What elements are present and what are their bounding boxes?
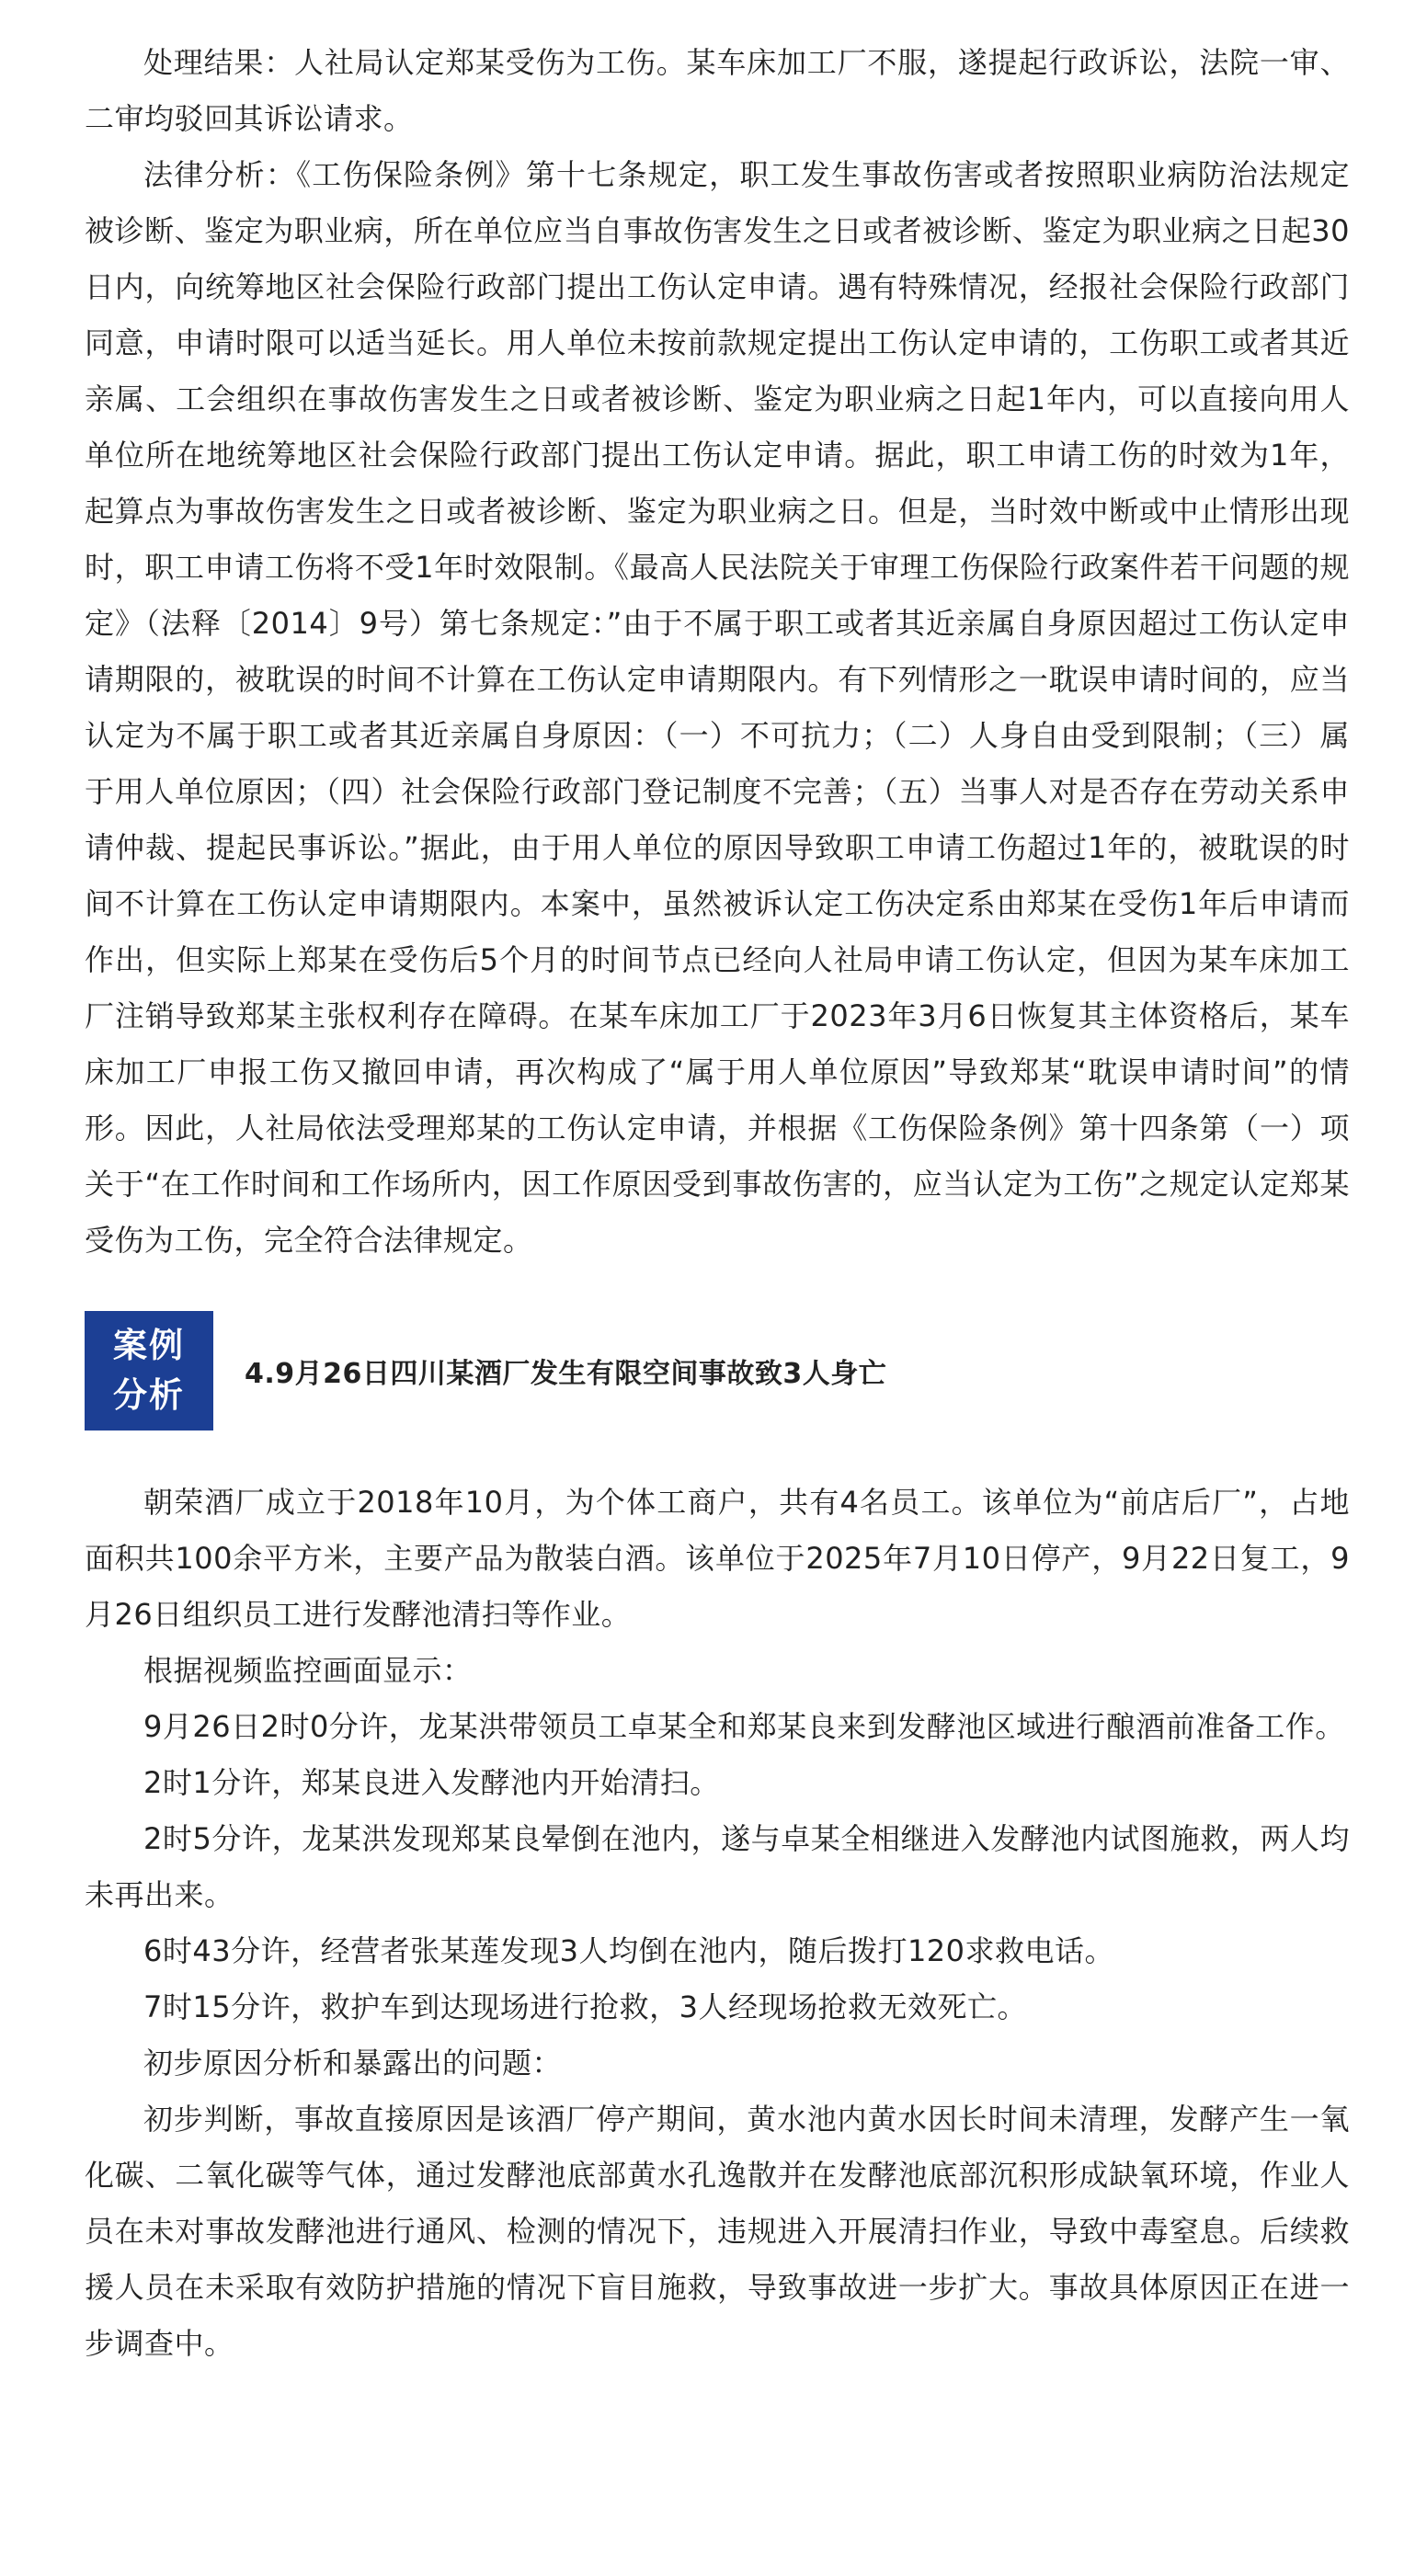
timeline-paragraph: 2时5分许，龙某洪发现郑某良晕倒在池内，遂与卓某全相继进入发酵池内试图施救，两人均未再出来。 (85, 1821, 1350, 1912)
cause-heading-paragraph: 初步原因分析和暴露出的问题： (143, 2046, 563, 2080)
case-section-header (85, 1311, 1350, 1430)
timeline-paragraph: 2时1分许，郑某良进入发酵池内开始清扫。 (143, 1765, 720, 1800)
badge-line-2: 分析 (113, 1375, 185, 1415)
video-monitor-paragraph: 根据视频监控画面显示： (143, 1653, 473, 1688)
result-paragraph: 处理结果：人社局认定郑某受伤为工伤。某车床加工厂不服，遂提起行政诉讼，法院一审、二审均驳回其诉讼请求。 (85, 45, 1350, 136)
timeline-paragraph: 7时15分许，救护车到达现场进行抢救，3人经现场抢救无效死亡。 (143, 1989, 1027, 2024)
section-title: 4.9月26日四川某酒厂发生有限空间事故致3人身亡 (245, 1358, 887, 1390)
case-analysis-badge (85, 1311, 213, 1430)
cause-analysis-paragraph: 初步判断，事故直接原因是该酒厂停产期间，黄水池内黄水因长时间未清理，发酵产生一氧化碳、二氧化碳等气体，通过发酵池底部黄水孔逸散并在发酵池底部沉积形成缺氧环境，作业人员在未对事故发酵池进行通风、检测的情况下，违规进入开展清扫作业，导致中毒窒息。后续救援人员在未采取有效防护措施的情况下盲目施救，导致事故进一步扩大。事故具体原因正在进一步调查中。 (85, 2102, 1350, 2361)
case-intro-paragraph: 朝荣酒厂成立于2018年10月，为个体工商户，共有4名员工。该单位为“前店后厂”，占地面积共100余平方米，主要产品为散装白酒。该单位于2025年7月10日停产，9月22日复工，9月26日组织员工进行发酵池清扫等作业。 (85, 1485, 1350, 1632)
legal-analysis-paragraph: 法律分析：《工伤保险条例》第十七条规定，职工发生事故伤害或者按照职业病防治法规定被诊断、鉴定为职业病，所在单位应当自事故伤害发生之日或者被诊断、鉴定为职业病之日起30日内，向统筹地区社会保险行政部门提出工伤认定申请。遇有特殊情况，经报社会保险行政部门同意，申请时限可以适当延长。用人单位未按前款规定提出工伤认定申请的，工伤职工或者其近亲属、工会组织在事故伤害发生之日或者被诊断、鉴定为职业病之日起1年内，可以直接向用人单位所在地统筹地区社会保险行政部门提出工伤认定申请。据此，职工申请工伤的时效为1年，起算点为事故伤害发生之日或者被诊断、鉴定为职业病之日。但是，当时效中断或中止情形出现时，职工申请工伤将不受1年时效限制。《最高人民法院关于审理工伤保险行政案件若干问题的规定》（法释〔2014〕9号）第七条规定：”由于不属于职工或者其近亲属自身原因超过工伤认定申请期限的，被耽误的时间不计算在工伤认定申请期限内。有下列情形之一耽误申请时间的，应当认定为不属于职工或者其近亲属自身原因：（一）不可抗力；（二）人身自由受到限制；（三）属于用人单位原因；（四）社会保险行政部门登记制度不完善；（五）当事人对是否存在劳动关系申请仲裁、提起民事诉讼。”据此，由于用人单位的原因导致职工申请工伤超过1年的，被耽误的时间不计算在工伤认定申请期限内。本案中，虽然被诉认定工伤决定系由郑某在受伤1年后申请而作出，但实际上郑某在受伤后5个月的时间节点已经向人社局申请工伤认定，但因为某车床加工厂注销导致郑某主张权利存在障碍。在某车床加工厂于2023年3月6日恢复其主体资格后，某车床加工厂申报工伤又撤回申请，再次构成了“属于用人单位原因”导致郑某“耽误申请时间”的情形。因此，人社局依法受理郑某的工伤认定申请，并根据《工伤保险条例》第十四条第（一）项关于“在工作时间和工作场所内，因工作原因受到事故伤害的，应当认定为工伤”之规定认定郑某受伤为工伤，完全符合法律规定。 (85, 157, 1350, 1258)
timeline-paragraph: 9月26日2时0分许，龙某洪带领员工卓某全和郑某良来到发酵池区域进行酿酒前准备工作。 (143, 1709, 1345, 1744)
badge-line-1: 案例 (113, 1326, 185, 1365)
timeline-paragraph: 6时43分许，经营者张某莲发现3人均倒在池内，随后拨打120求救电话。 (143, 1933, 1115, 1968)
